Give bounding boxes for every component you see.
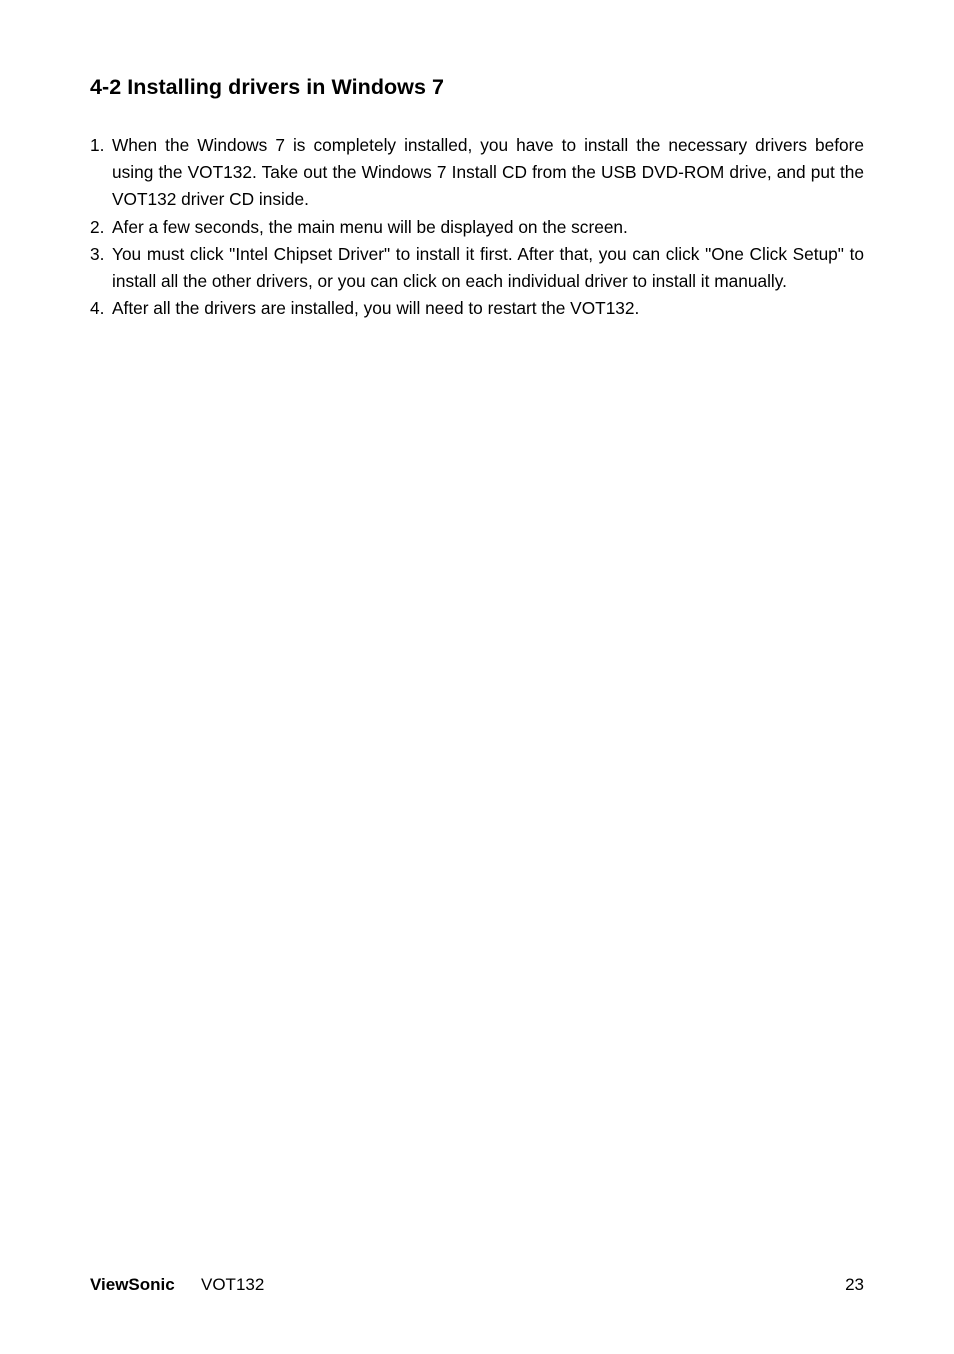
page-number: 23 xyxy=(845,1275,864,1294)
steps-list xyxy=(90,132,864,322)
step-item xyxy=(90,241,864,295)
step-text: When the Windows 7 is completely installed, you have to install the necessary drivers before using the VOT132. Take out the Windows 7 Install CD from the USB DVD-ROM drive, and put the VOT132 driver CD inside. xyxy=(112,135,864,210)
step-number: 2. xyxy=(90,216,105,237)
step-number: 1. xyxy=(90,135,105,155)
step-item xyxy=(90,214,864,241)
footer-model: VOT132 xyxy=(201,1275,265,1294)
step-number: 3. xyxy=(90,243,105,264)
section-heading: 4-2 Installing drivers in Windows 7 xyxy=(90,75,444,99)
step-item xyxy=(90,295,864,322)
footer-brand: ViewSonic xyxy=(90,1275,175,1294)
step-item xyxy=(90,132,864,214)
step-text: You must click "Intel Chipset Driver" to install it first. After that, you can click "One Click Setup" to install all the other drivers, or you can click on each individual driver to install it manually. xyxy=(112,243,864,292)
step-text: Afer a few seconds, the main menu will be displayed on the screen. xyxy=(112,216,628,237)
step-text: After all the drivers are installed, you will need to restart the VOT132. xyxy=(112,298,640,319)
step-number: 4. xyxy=(90,298,105,319)
page-footer xyxy=(90,1272,864,1298)
page-content xyxy=(90,70,864,322)
